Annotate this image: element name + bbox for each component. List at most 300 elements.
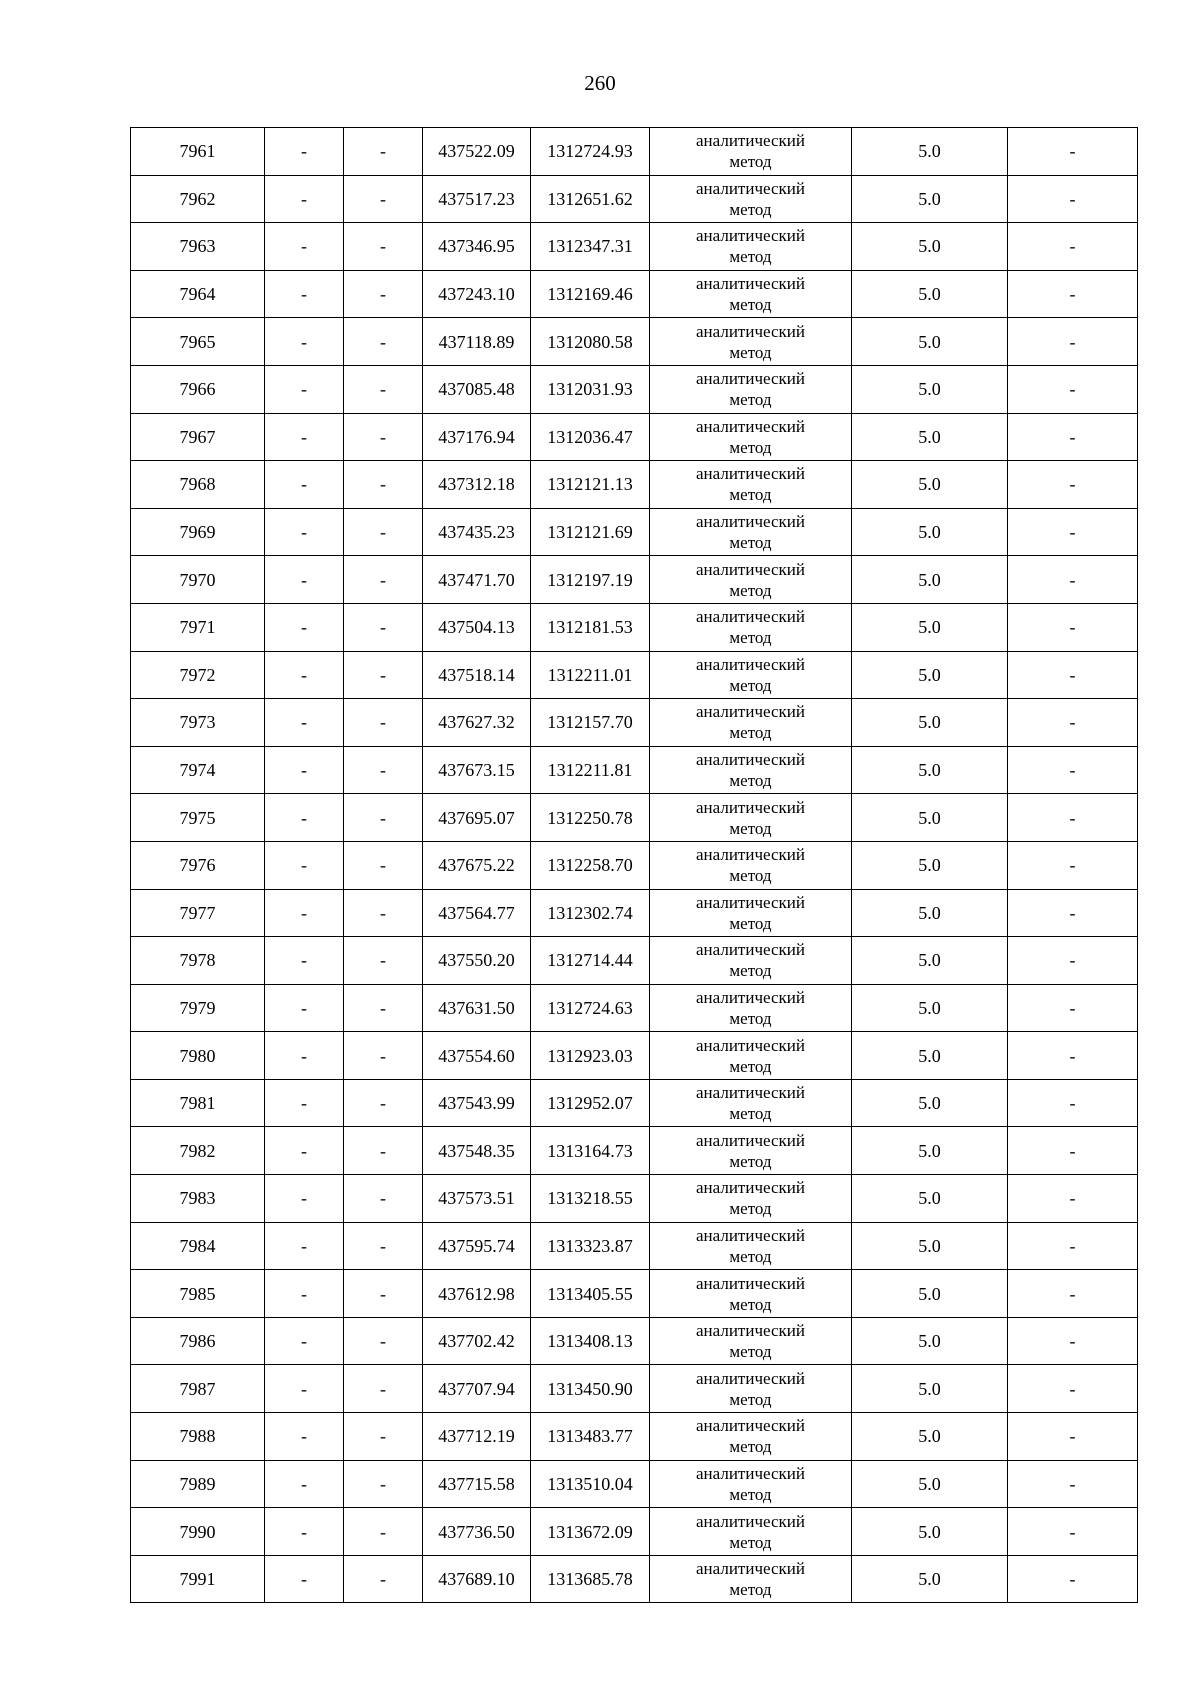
method-cell — [650, 699, 852, 747]
note-cell: - — [1008, 1175, 1138, 1223]
method-text-line-2: метод — [729, 342, 772, 362]
note-cell: - — [1008, 746, 1138, 794]
accuracy-cell: 5.0 — [852, 175, 1008, 223]
point-number-cell: 7978 — [131, 937, 265, 985]
point-number-cell: 7963 — [131, 223, 265, 271]
dash-cell: - — [344, 1365, 423, 1413]
dash-cell: - — [344, 746, 423, 794]
method-text-line-1: аналитический — [696, 369, 805, 389]
table-row — [131, 508, 1138, 556]
dash-cell: - — [344, 794, 423, 842]
method-cell — [650, 651, 852, 699]
method-text-line-1: аналитический — [696, 416, 805, 436]
method-cell — [650, 889, 852, 937]
dash-cell: - — [344, 603, 423, 651]
point-number-cell: 7967 — [131, 413, 265, 461]
method-text-line-1: аналитический — [696, 892, 805, 912]
table-row — [131, 1460, 1138, 1508]
accuracy-cell: 5.0 — [852, 889, 1008, 937]
dash-cell: - — [344, 1555, 423, 1603]
y-coordinate-cell: 1312211.81 — [531, 746, 650, 794]
dash-cell: - — [344, 413, 423, 461]
method-text-line-1: аналитический — [696, 750, 805, 770]
dash-cell: - — [265, 1555, 344, 1603]
method-cell — [650, 1413, 852, 1461]
method-cell — [650, 1175, 852, 1223]
x-coordinate-cell: 437712.19 — [423, 1413, 531, 1461]
y-coordinate-cell: 1313450.90 — [531, 1365, 650, 1413]
accuracy-cell: 5.0 — [852, 1270, 1008, 1318]
method-cell — [650, 223, 852, 271]
method-text-line-1: аналитический — [696, 321, 805, 341]
x-coordinate-cell: 437548.35 — [423, 1127, 531, 1175]
accuracy-cell: 5.0 — [852, 984, 1008, 1032]
dash-cell: - — [344, 1508, 423, 1556]
note-cell: - — [1008, 1127, 1138, 1175]
accuracy-cell: 5.0 — [852, 270, 1008, 318]
method-text-line-2: метод — [729, 818, 772, 838]
point-number-cell: 7972 — [131, 651, 265, 699]
method-text-line-1: аналитический — [696, 1273, 805, 1293]
dash-cell: - — [265, 223, 344, 271]
point-number-cell: 7982 — [131, 1127, 265, 1175]
method-text-line-1: аналитический — [696, 1083, 805, 1103]
accuracy-cell: 5.0 — [852, 556, 1008, 604]
method-cell — [650, 1222, 852, 1270]
accuracy-cell: 5.0 — [852, 1222, 1008, 1270]
y-coordinate-cell: 1312302.74 — [531, 889, 650, 937]
dash-cell: - — [344, 889, 423, 937]
dash-cell: - — [265, 365, 344, 413]
note-cell: - — [1008, 270, 1138, 318]
point-number-cell: 7990 — [131, 1508, 265, 1556]
point-number-cell: 7968 — [131, 461, 265, 509]
dash-cell: - — [265, 794, 344, 842]
method-text-line-2: метод — [729, 580, 772, 600]
point-number-cell: 7961 — [131, 128, 265, 176]
y-coordinate-cell: 1313672.09 — [531, 1508, 650, 1556]
dash-cell: - — [344, 223, 423, 271]
note-cell: - — [1008, 1270, 1138, 1318]
y-coordinate-cell: 1312157.70 — [531, 699, 650, 747]
note-cell: - — [1008, 318, 1138, 366]
method-text-line-1: аналитический — [696, 1559, 805, 1579]
method-cell — [650, 937, 852, 985]
y-coordinate-cell: 1312121.69 — [531, 508, 650, 556]
note-cell: - — [1008, 1222, 1138, 1270]
table-row — [131, 1270, 1138, 1318]
note-cell: - — [1008, 1460, 1138, 1508]
dash-cell: - — [344, 556, 423, 604]
point-number-cell: 7964 — [131, 270, 265, 318]
method-cell — [650, 1555, 852, 1603]
y-coordinate-cell: 1313510.04 — [531, 1460, 650, 1508]
accuracy-cell: 5.0 — [852, 508, 1008, 556]
method-text-line-2: метод — [729, 152, 772, 172]
table-row — [131, 603, 1138, 651]
table-row — [131, 318, 1138, 366]
x-coordinate-cell: 437573.51 — [423, 1175, 531, 1223]
note-cell: - — [1008, 794, 1138, 842]
point-number-cell: 7984 — [131, 1222, 265, 1270]
note-cell: - — [1008, 1508, 1138, 1556]
method-text-line-1: аналитический — [696, 1130, 805, 1150]
method-cell — [650, 1508, 852, 1556]
dash-cell: - — [265, 508, 344, 556]
dash-cell: - — [265, 1079, 344, 1127]
dash-cell: - — [344, 841, 423, 889]
x-coordinate-cell: 437707.94 — [423, 1365, 531, 1413]
note-cell: - — [1008, 984, 1138, 1032]
method-text-line-1: аналитический — [696, 1463, 805, 1483]
method-text-line-2: метод — [729, 199, 772, 219]
accuracy-cell: 5.0 — [852, 461, 1008, 509]
note-cell: - — [1008, 651, 1138, 699]
y-coordinate-cell: 1312080.58 — [531, 318, 650, 366]
x-coordinate-cell: 437518.14 — [423, 651, 531, 699]
method-text-line-1: аналитический — [696, 1321, 805, 1341]
method-cell — [650, 318, 852, 366]
method-text-line-2: метод — [729, 913, 772, 933]
method-text-line-2: метод — [729, 1484, 772, 1504]
method-text-line-2: метод — [729, 1246, 772, 1266]
accuracy-cell: 5.0 — [852, 1413, 1008, 1461]
x-coordinate-cell: 437471.70 — [423, 556, 531, 604]
method-text-line-2: метод — [729, 247, 772, 267]
method-text-line-2: метод — [729, 1294, 772, 1314]
dash-cell: - — [265, 1413, 344, 1461]
accuracy-cell: 5.0 — [852, 937, 1008, 985]
y-coordinate-cell: 1312211.01 — [531, 651, 650, 699]
dash-cell: - — [265, 1508, 344, 1556]
dash-cell: - — [344, 318, 423, 366]
dash-cell: - — [265, 413, 344, 461]
table-row — [131, 461, 1138, 509]
x-coordinate-cell: 437085.48 — [423, 365, 531, 413]
table-row — [131, 1222, 1138, 1270]
dash-cell: - — [265, 1175, 344, 1223]
dash-cell: - — [265, 699, 344, 747]
y-coordinate-cell: 1313408.13 — [531, 1317, 650, 1365]
coordinates-table — [130, 127, 1138, 1603]
accuracy-cell: 5.0 — [852, 794, 1008, 842]
dash-cell: - — [344, 651, 423, 699]
table-row — [131, 1317, 1138, 1365]
method-text-line-1: аналитический — [696, 559, 805, 579]
method-cell — [650, 1079, 852, 1127]
method-cell — [650, 1032, 852, 1080]
accuracy-cell: 5.0 — [852, 1079, 1008, 1127]
x-coordinate-cell: 437243.10 — [423, 270, 531, 318]
method-text-line-1: аналитический — [696, 226, 805, 246]
accuracy-cell: 5.0 — [852, 1175, 1008, 1223]
accuracy-cell: 5.0 — [852, 1127, 1008, 1175]
method-text-line-2: метод — [729, 1008, 772, 1028]
note-cell: - — [1008, 1317, 1138, 1365]
table-row — [131, 984, 1138, 1032]
table-row — [131, 651, 1138, 699]
y-coordinate-cell: 1312923.03 — [531, 1032, 650, 1080]
point-number-cell: 7988 — [131, 1413, 265, 1461]
x-coordinate-cell: 437543.99 — [423, 1079, 531, 1127]
method-text-line-2: метод — [729, 723, 772, 743]
method-text-line-2: метод — [729, 961, 772, 981]
point-number-cell: 7987 — [131, 1365, 265, 1413]
point-number-cell: 7975 — [131, 794, 265, 842]
method-cell — [650, 508, 852, 556]
method-text-line-1: аналитический — [696, 274, 805, 294]
table-row — [131, 223, 1138, 271]
point-number-cell: 7965 — [131, 318, 265, 366]
table-row — [131, 1555, 1138, 1603]
method-cell — [650, 1270, 852, 1318]
dash-cell: - — [265, 1032, 344, 1080]
table-body — [131, 128, 1138, 1603]
dash-cell: - — [344, 270, 423, 318]
table-row — [131, 1365, 1138, 1413]
table-row — [131, 889, 1138, 937]
note-cell: - — [1008, 508, 1138, 556]
accuracy-cell: 5.0 — [852, 841, 1008, 889]
note-cell: - — [1008, 889, 1138, 937]
accuracy-cell: 5.0 — [852, 1460, 1008, 1508]
dash-cell: - — [344, 1079, 423, 1127]
method-text-line-1: аналитический — [696, 1225, 805, 1245]
table-row — [131, 175, 1138, 223]
method-text-line-2: метод — [729, 771, 772, 791]
point-number-cell: 7974 — [131, 746, 265, 794]
method-text-line-2: метод — [729, 390, 772, 410]
note-cell: - — [1008, 128, 1138, 176]
note-cell: - — [1008, 223, 1138, 271]
note-cell: - — [1008, 461, 1138, 509]
dash-cell: - — [265, 984, 344, 1032]
table-row — [131, 1413, 1138, 1461]
dash-cell: - — [265, 937, 344, 985]
table-row — [131, 699, 1138, 747]
point-number-cell: 7991 — [131, 1555, 265, 1603]
table-row — [131, 1079, 1138, 1127]
method-text-line-2: метод — [729, 675, 772, 695]
method-text-line-1: аналитический — [696, 1368, 805, 1388]
method-text-line-2: метод — [729, 1389, 772, 1409]
table-row — [131, 746, 1138, 794]
method-text-line-2: метод — [729, 295, 772, 315]
dash-cell: - — [265, 461, 344, 509]
x-coordinate-cell: 437346.95 — [423, 223, 531, 271]
note-cell: - — [1008, 556, 1138, 604]
accuracy-cell: 5.0 — [852, 746, 1008, 794]
method-text-line-1: аналитический — [696, 654, 805, 674]
table-row — [131, 556, 1138, 604]
y-coordinate-cell: 1312347.31 — [531, 223, 650, 271]
dash-cell: - — [344, 984, 423, 1032]
dash-cell: - — [344, 1460, 423, 1508]
dash-cell: - — [344, 461, 423, 509]
method-cell — [650, 128, 852, 176]
table-row — [131, 1032, 1138, 1080]
method-text-line-2: метод — [729, 1104, 772, 1124]
method-text-line-1: аналитический — [696, 797, 805, 817]
x-coordinate-cell: 437118.89 — [423, 318, 531, 366]
table-row — [131, 794, 1138, 842]
method-text-line-2: метод — [729, 437, 772, 457]
point-number-cell: 7976 — [131, 841, 265, 889]
method-text-line-1: аналитический — [696, 512, 805, 532]
note-cell: - — [1008, 1032, 1138, 1080]
method-text-line-1: аналитический — [696, 987, 805, 1007]
method-cell — [650, 841, 852, 889]
y-coordinate-cell: 1312036.47 — [531, 413, 650, 461]
dash-cell: - — [265, 318, 344, 366]
point-number-cell: 7981 — [131, 1079, 265, 1127]
dash-cell: - — [344, 1413, 423, 1461]
dash-cell: - — [265, 889, 344, 937]
x-coordinate-cell: 437435.23 — [423, 508, 531, 556]
method-text-line-2: метод — [729, 1342, 772, 1362]
x-coordinate-cell: 437627.32 — [423, 699, 531, 747]
accuracy-cell: 5.0 — [852, 413, 1008, 461]
table-row — [131, 1508, 1138, 1556]
accuracy-cell: 5.0 — [852, 1032, 1008, 1080]
dash-cell: - — [265, 1127, 344, 1175]
dash-cell: - — [265, 651, 344, 699]
x-coordinate-cell: 437564.77 — [423, 889, 531, 937]
point-number-cell: 7980 — [131, 1032, 265, 1080]
point-number-cell: 7970 — [131, 556, 265, 604]
method-text-line-1: аналитический — [696, 1511, 805, 1531]
point-number-cell: 7979 — [131, 984, 265, 1032]
method-cell — [650, 1460, 852, 1508]
page-number: 260 — [584, 71, 616, 95]
method-text-line-1: аналитический — [696, 940, 805, 960]
y-coordinate-cell: 1312181.53 — [531, 603, 650, 651]
y-coordinate-cell: 1312197.19 — [531, 556, 650, 604]
dash-cell: - — [344, 937, 423, 985]
note-cell: - — [1008, 1079, 1138, 1127]
x-coordinate-cell: 437176.94 — [423, 413, 531, 461]
dash-cell: - — [344, 175, 423, 223]
point-number-cell: 7962 — [131, 175, 265, 223]
method-cell — [650, 746, 852, 794]
y-coordinate-cell: 1312724.63 — [531, 984, 650, 1032]
method-text-line-2: метод — [729, 1151, 772, 1171]
method-text-line-2: метод — [729, 1437, 772, 1457]
method-cell — [650, 794, 852, 842]
x-coordinate-cell: 437702.42 — [423, 1317, 531, 1365]
method-text-line-2: метод — [729, 628, 772, 648]
y-coordinate-cell: 1312724.93 — [531, 128, 650, 176]
dash-cell: - — [265, 128, 344, 176]
method-text-line-1: аналитический — [696, 464, 805, 484]
point-number-cell: 7977 — [131, 889, 265, 937]
method-text-line-1: аналитический — [696, 845, 805, 865]
y-coordinate-cell: 1313685.78 — [531, 1555, 650, 1603]
dash-cell: - — [265, 1460, 344, 1508]
y-coordinate-cell: 1312250.78 — [531, 794, 650, 842]
table-row — [131, 1175, 1138, 1223]
y-coordinate-cell: 1313164.73 — [531, 1127, 650, 1175]
y-coordinate-cell: 1312169.46 — [531, 270, 650, 318]
method-cell — [650, 413, 852, 461]
table-row — [131, 128, 1138, 176]
point-number-cell: 7983 — [131, 1175, 265, 1223]
table-row — [131, 1127, 1138, 1175]
accuracy-cell: 5.0 — [852, 318, 1008, 366]
method-text-line-1: аналитический — [696, 178, 805, 198]
dash-cell: - — [265, 175, 344, 223]
note-cell: - — [1008, 1365, 1138, 1413]
x-coordinate-cell: 437504.13 — [423, 603, 531, 651]
method-text-line-2: метод — [729, 866, 772, 886]
note-cell: - — [1008, 413, 1138, 461]
accuracy-cell: 5.0 — [852, 1555, 1008, 1603]
dash-cell: - — [265, 1317, 344, 1365]
y-coordinate-cell: 1312258.70 — [531, 841, 650, 889]
dash-cell: - — [344, 1317, 423, 1365]
x-coordinate-cell: 437695.07 — [423, 794, 531, 842]
note-cell: - — [1008, 1413, 1138, 1461]
method-text-line-2: метод — [729, 1532, 772, 1552]
method-text-line-1: аналитический — [696, 1178, 805, 1198]
point-number-cell: 7985 — [131, 1270, 265, 1318]
x-coordinate-cell: 437673.15 — [423, 746, 531, 794]
point-number-cell: 7986 — [131, 1317, 265, 1365]
method-text-line-1: аналитический — [696, 131, 805, 151]
note-cell: - — [1008, 937, 1138, 985]
point-number-cell: 7989 — [131, 1460, 265, 1508]
dash-cell: - — [265, 1365, 344, 1413]
y-coordinate-cell: 1312031.93 — [531, 365, 650, 413]
dash-cell: - — [344, 508, 423, 556]
table-row — [131, 841, 1138, 889]
y-coordinate-cell: 1313323.87 — [531, 1222, 650, 1270]
y-coordinate-cell: 1313483.77 — [531, 1413, 650, 1461]
x-coordinate-cell: 437631.50 — [423, 984, 531, 1032]
x-coordinate-cell: 437554.60 — [423, 1032, 531, 1080]
dash-cell: - — [265, 841, 344, 889]
x-coordinate-cell: 437517.23 — [423, 175, 531, 223]
method-text-line-1: аналитический — [696, 1035, 805, 1055]
method-text-line-1: аналитический — [696, 1416, 805, 1436]
x-coordinate-cell: 437612.98 — [423, 1270, 531, 1318]
dash-cell: - — [344, 1175, 423, 1223]
table-row — [131, 413, 1138, 461]
note-cell: - — [1008, 603, 1138, 651]
note-cell: - — [1008, 699, 1138, 747]
dash-cell: - — [265, 746, 344, 794]
method-cell — [650, 556, 852, 604]
table-row — [131, 365, 1138, 413]
note-cell: - — [1008, 365, 1138, 413]
method-cell — [650, 1365, 852, 1413]
method-cell — [650, 603, 852, 651]
method-text-line-2: метод — [729, 1056, 772, 1076]
x-coordinate-cell: 437715.58 — [423, 1460, 531, 1508]
accuracy-cell: 5.0 — [852, 699, 1008, 747]
method-text-line-1: аналитический — [696, 607, 805, 627]
accuracy-cell: 5.0 — [852, 128, 1008, 176]
dash-cell: - — [344, 365, 423, 413]
method-cell — [650, 461, 852, 509]
accuracy-cell: 5.0 — [852, 603, 1008, 651]
point-number-cell: 7973 — [131, 699, 265, 747]
y-coordinate-cell: 1312952.07 — [531, 1079, 650, 1127]
dash-cell: - — [265, 270, 344, 318]
x-coordinate-cell: 437522.09 — [423, 128, 531, 176]
dash-cell: - — [265, 603, 344, 651]
x-coordinate-cell: 437595.74 — [423, 1222, 531, 1270]
